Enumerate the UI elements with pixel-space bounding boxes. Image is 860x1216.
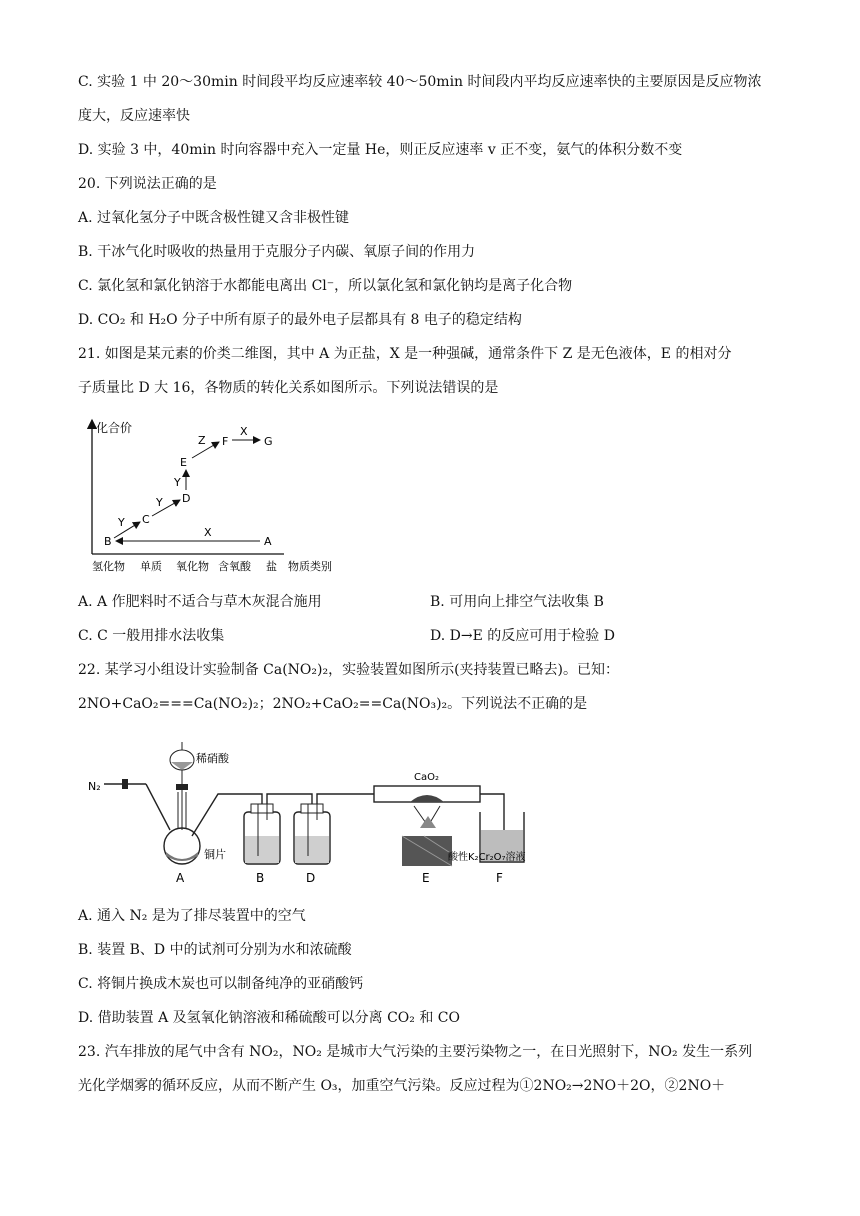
q21-option-b: B. 可用向上排空气法收集 B (430, 594, 604, 610)
unit-label-f: F (496, 871, 503, 885)
cao2-label: CaO₂ (414, 772, 439, 783)
copper-label: 铜片 (204, 848, 226, 861)
point-c: C (142, 513, 150, 526)
category-salt: 盐 (266, 560, 277, 573)
point-b: B (104, 535, 112, 548)
valence-class-diagram (84, 414, 354, 578)
solution-label: 酸性K₂Cr₂O₇溶液 (448, 852, 526, 863)
acid-label: 稀硝酸 (196, 752, 229, 765)
bottle-d (294, 804, 330, 864)
arrow-label-y2: Y (156, 496, 163, 509)
q22-option-a: A. 通入 N₂ 是为了排尽装置中的空气 (78, 908, 306, 924)
arrow-label-y3: Y (174, 476, 181, 489)
point-a: A (264, 535, 272, 548)
stopcock (122, 779, 128, 789)
arrow-label-y1: Y (118, 516, 125, 529)
q21-stem-line2: 子质量比 D 大 16，各物质的转化关系如图所示。下列说法错误的是 (78, 380, 499, 396)
point-f: F (222, 435, 229, 448)
q19-option-c-line2: 度大，反应速率快 (78, 108, 190, 124)
unit-label-e: E (422, 871, 430, 885)
arrow-label-z: Z (198, 434, 206, 447)
q21-option-a: A. A 作肥料时不适合与草木灰混合施用 (78, 594, 322, 610)
unit-label-d: D (306, 871, 316, 885)
q20-option-d: D. CO₂ 和 H₂O 分子中所有原子的最外电子层都具有 8 电子的稳定结构 (78, 312, 522, 328)
y-axis-label: 化合价 (96, 421, 133, 435)
point-g: G (264, 435, 273, 448)
q20-stem: 20. 下列说法正确的是 (78, 176, 217, 192)
apparatus-diagram (84, 732, 554, 890)
n2-label: N₂ (88, 780, 101, 793)
q22-option-d: D. 借助装置 A 及氢氧化钠溶液和稀硫酸可以分离 CO₂ 和 CO (78, 1010, 460, 1026)
q22-option-c: C. 将铜片换成木炭也可以制备纯净的亚硝酸钙 (78, 976, 364, 992)
unit-label-a: A (176, 871, 185, 885)
category-oxide: 氧化物 (176, 560, 209, 573)
q23-stem-line1: 23. 汽车排放的尾气中含有 NO₂，NO₂ 是城市大气污染的主要污染物之一，在日光照射下，NO₂ 发生一系列 (78, 1044, 753, 1060)
x-axis-label: 物质类别 (288, 560, 332, 573)
category-hydride: 氢化物 (92, 560, 125, 573)
q20-option-b: B. 干冰气化时吸收的热量用于克服分子内碳、氧原子间的作用力 (78, 244, 476, 260)
q21-option-d: D. D→E 的反应可用于检验 D (430, 628, 615, 644)
unit-label-b: B (256, 871, 265, 885)
q22-option-b: B. 装置 B、D 中的试剂可分别为水和浓硫酸 (78, 942, 352, 958)
q22-stem-line2: 2NO+CaO₂===Ca(NO₂)₂；2NO₂+CaO₂==Ca(NO₃)₂。下列说法不正确的是 (78, 696, 588, 712)
bottle-b (244, 804, 280, 864)
category-oxyacid: 含氧酸 (218, 560, 251, 573)
flask-a (164, 742, 200, 864)
q21-stem-line1: 21. 如图是某元素的价类二维图，其中 A 为正盐，X 是一种强碱，通常条件下 Z 是无色液体，E 的相对分 (78, 346, 732, 362)
q22-stem-line1: 22. 某学习小组设计实验制备 Ca(NO₂)₂，实验装置如图所示(夹持装置已略去)。已知： (78, 662, 620, 678)
point-e: E (180, 456, 187, 469)
q23-stem-line2: 光化学烟雾的循环反应，从而不断产生 O₃，加重空气污染。反应过程为①2NO₂→2NO＋2O，②2NO＋ (78, 1078, 726, 1094)
q20-option-c: C. 氯化氢和氯化钠溶于水都能电离出 Cl⁻，所以氯化氢和氯化钠均是离子化合物 (78, 278, 573, 294)
arrow-label-x2: X (204, 526, 212, 539)
q21-option-c: C. C 一般用排水法收集 (78, 628, 225, 644)
q19-option-c-line1: C. 实验 1 中 20～30min 时间段平均反应速率较 40～50min 时间段内平均反应速率快的主要原因是反应物浓 (78, 74, 762, 90)
q20-option-a: A. 过氧化氢分子中既含极性键又含非极性键 (78, 210, 350, 226)
point-d: D (182, 492, 191, 505)
category-element: 单质 (140, 560, 162, 573)
q19-option-d: D. 实验 3 中，40min 时向容器中充入一定量 He，则正反应速率 v 正不变，氨气的体积分数不变 (78, 142, 683, 158)
arrow-label-x1: X (240, 425, 248, 438)
